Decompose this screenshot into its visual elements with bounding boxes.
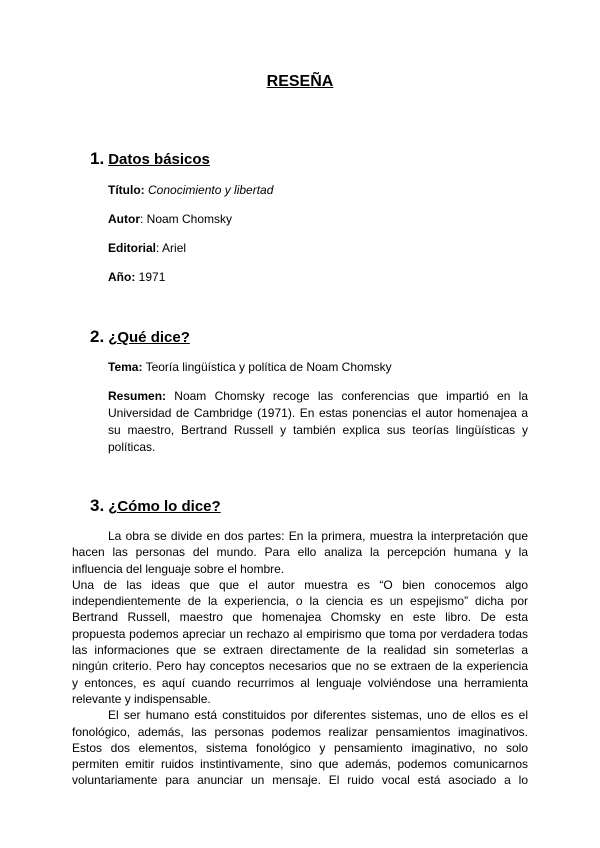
- field-autor: [108, 212, 232, 226]
- field-ano-label: Año:: [108, 270, 136, 284]
- field-ano: [108, 270, 165, 284]
- body-line: Una de las ideas que que el autor muestra es “O bien conocemos algo: [72, 577, 528, 592]
- field-autor-value: : Noam Chomsky: [140, 212, 233, 226]
- field-autor-label: Autor: [108, 212, 140, 226]
- body-line: y entonces, es aquí cuando recurrimos al lenguaje volviéndose una herramienta: [72, 675, 528, 690]
- body-line: Estos dos elementos, sistema fonológico y pensamiento imaginativo, no solo: [72, 740, 528, 755]
- body-line: independientemente de la experiencia, o la ciencia es un espejismo” dicha por: [72, 594, 528, 609]
- section-3-title: ¿Cómo lo dice?: [108, 498, 221, 515]
- body-line: relevante y indispensable.: [72, 691, 211, 706]
- field-editorial: [108, 241, 186, 255]
- field-tema-label: Tema:: [108, 360, 143, 374]
- field-editorial-value: : Ariel: [156, 241, 187, 255]
- body-line: permiten emitir ruidos instintivamente, sino que además, podemos comunicarnos: [72, 757, 528, 772]
- field-ano-value: 1971: [138, 270, 166, 284]
- document-title: RESEÑA: [266, 73, 334, 90]
- section-3-heading: [90, 496, 221, 516]
- body-line: fonológico, además, las personas podemos realizar pensamientos imaginativos.: [72, 724, 528, 739]
- field-tema: [108, 360, 392, 374]
- resumen-line: su maestro, Bertrand Russell y también explica sus teorías lingüísticas y: [108, 423, 528, 437]
- field-tema-value: Teoría lingüística y política de Noam Chomsky: [145, 360, 392, 374]
- resumen-line: Resumen: Noam Chomsky recoge las conferencias que impartió en la: [108, 389, 528, 403]
- body-line: La obra se divide en dos partes: En la primera, muestra la interpretación que: [108, 529, 528, 543]
- section-1-number: 1.: [90, 149, 105, 168]
- body-line: El ser humano está constituidos por diferentes sistemas, uno de ellos es el: [108, 708, 528, 723]
- body-line: voluntariamente para anunciar un mensaje. El ruido vocal está asociado a lo: [72, 773, 528, 788]
- body-line: Bertrand Russell, maestro que homenajea Chomsky en este libro. De esta: [72, 610, 528, 625]
- body-line: ningún criterio. Pero hay conceptos necesarios que no se extraen de la experiencia: [72, 659, 528, 674]
- field-titulo: [108, 183, 273, 197]
- section-1-title: Datos básicos: [108, 151, 210, 168]
- body-line: las informaciones que se extraen directamente de la realidad sin someterlas a: [72, 643, 528, 658]
- resumen-line: políticas.: [108, 440, 156, 454]
- section-2-number: 2.: [90, 327, 105, 346]
- field-titulo-value: Conocimiento y libertad: [148, 183, 274, 197]
- field-editorial-label: Editorial: [108, 241, 157, 255]
- body-line: propuesta podemos apreciar un rechazo al empirismo que toma por verdadera todas: [72, 626, 528, 641]
- section-1-heading: [90, 149, 210, 169]
- field-titulo-label: Título:: [108, 183, 145, 197]
- section-2-heading: [90, 327, 190, 347]
- body-line: influencia del lenguaje sobre el hombre.: [72, 561, 285, 576]
- section-3-number: 3.: [90, 496, 105, 515]
- section-2-title: ¿Qué dice?: [108, 329, 190, 346]
- section-3-body: [72, 528, 528, 789]
- resumen-label: Resumen:: [108, 389, 167, 403]
- resumen-line: Universidad de Cambridge (1971). En estas ponencias el autor homenajea a: [108, 406, 528, 420]
- resumen-paragraph: [108, 388, 528, 456]
- body-line: hacen las personas del mundo. Para ello analiza la percepción humana y la: [72, 545, 528, 560]
